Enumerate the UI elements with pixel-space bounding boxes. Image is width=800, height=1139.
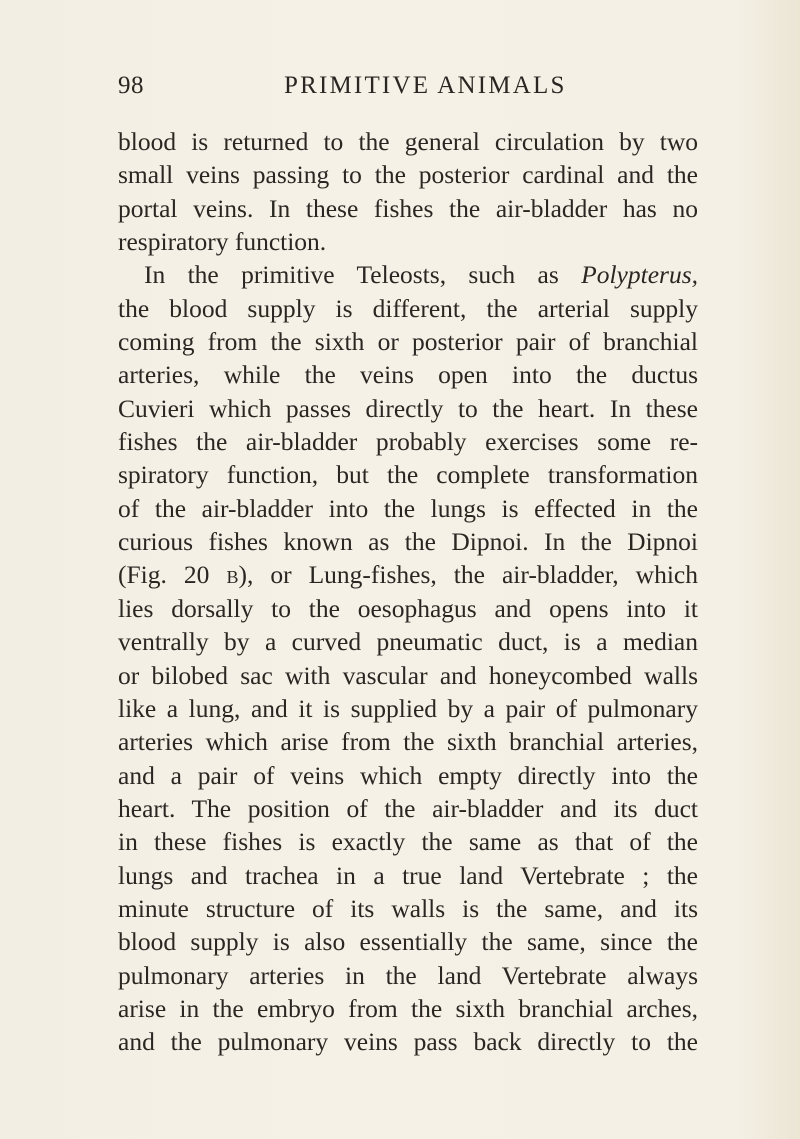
text-line: spiratory function, but the complete transformation (118, 460, 698, 490)
text-line: arteries which arise from the sixth branchial arteries, (118, 727, 698, 757)
text-line: pulmonary arteries in the land Vertebrate always (118, 960, 698, 990)
italic-term: Polypterus, (581, 260, 698, 290)
text-line: arteries, while the veins open into the ductus (118, 360, 698, 390)
running-title: PRIMITIVE ANIMALS (284, 72, 567, 99)
text-line: like a lung, and it is supplied by a pair of pulmonary (118, 693, 698, 723)
text-segment: ), or Lung-fishes, the air-bladder, which (238, 560, 698, 590)
text-segment: (Fig. 20 (118, 560, 210, 590)
text-line: in these fishes is exactly the same as that of the (118, 827, 698, 857)
text-line: fishes the air-bladder probably exercises some re- (118, 427, 698, 457)
text-line: and a pair of veins which empty directly into the (118, 760, 698, 790)
text-line: arise in the embryo from the sixth branchial arches, (118, 993, 698, 1023)
body-text (118, 125, 698, 1059)
text-line: coming from the sixth or posterior pair of branchial (118, 327, 698, 357)
text-line: heart. The position of the air-bladder and its duct (118, 793, 698, 823)
text-line: ventrally by a curved pneumatic duct, is a median (118, 627, 698, 657)
text-line (118, 258, 698, 291)
text-line: blood supply is also essentially the same, since the (118, 927, 698, 957)
text-line: Cuvieri which passes directly to the heart. In these (118, 393, 698, 423)
text-line: lies dorsally to the oesophagus and opens into it (118, 593, 698, 623)
text-line: portal veins. In these fishes the air-bladder has no (118, 193, 698, 223)
figure-letter: b (226, 560, 239, 590)
text-segment: In the primitive Teleosts, such as (144, 260, 559, 290)
text-line: blood is returned to the general circulation by two (118, 127, 698, 156)
text-line: lungs and trachea in a true land Vertebrate ; the (118, 860, 698, 890)
text-line: small veins passing to the posterior cardinal and the (118, 160, 698, 190)
text-line: and the pulmonary veins pass back directly to the (118, 1027, 698, 1057)
text-line: respiratory function. (118, 227, 327, 257)
text-line: minute structure of its walls is the same, and its (118, 893, 698, 923)
text-line: curious fishes known as the Dipnoi. In the Dipnoi (118, 527, 698, 557)
text-line (118, 558, 698, 591)
running-head (118, 72, 698, 106)
text-line: of the air-bladder into the lungs is effected in the (118, 493, 698, 523)
text-line: or bilobed sac with vascular and honeycombed walls (118, 660, 698, 690)
text-line: the blood supply is different, the arterial supply (118, 293, 698, 323)
page-number: 98 (118, 72, 144, 99)
